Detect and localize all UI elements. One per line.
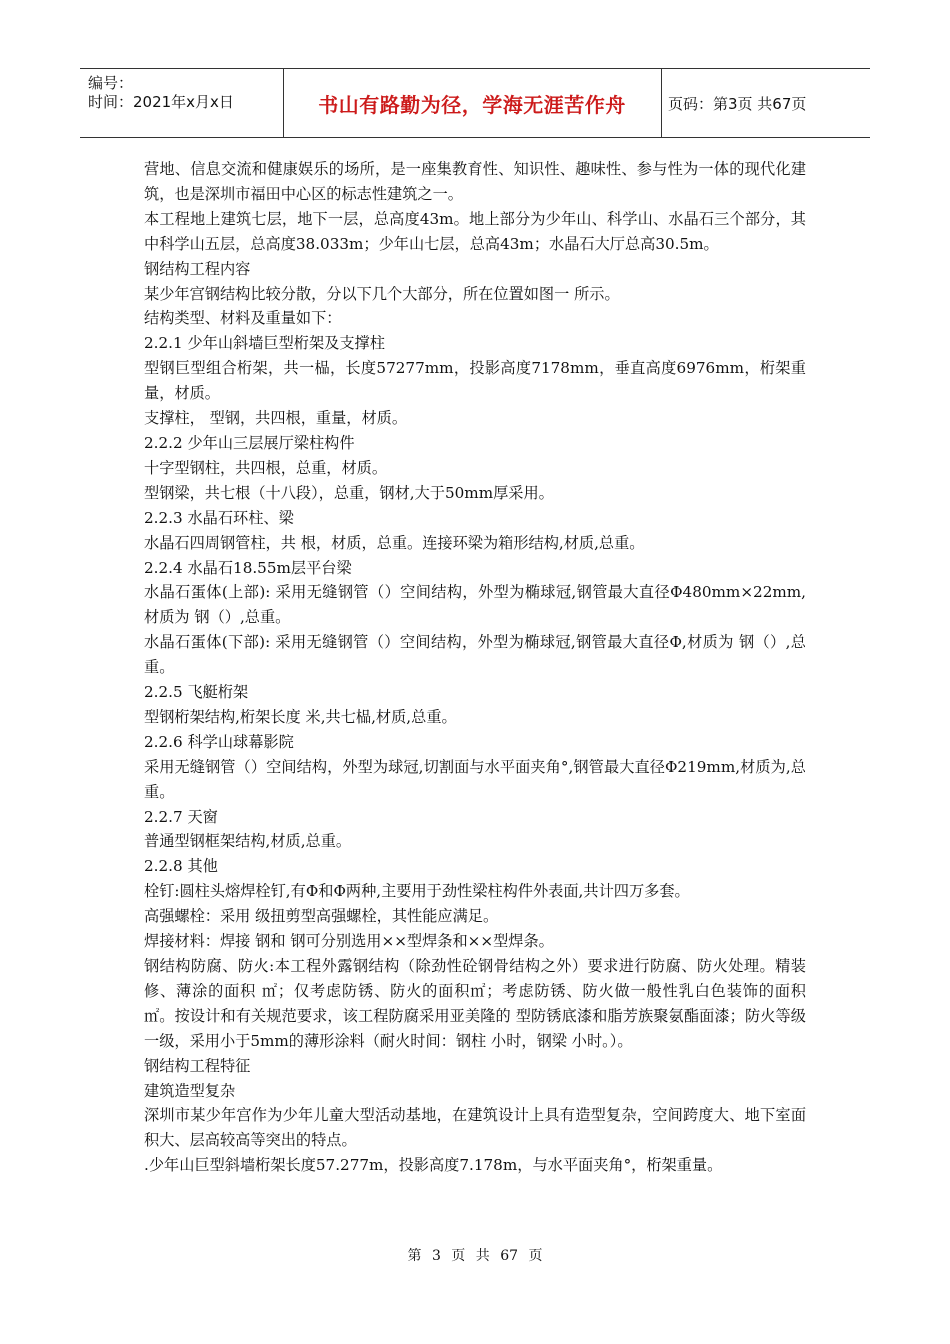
subsection-heading: 2.2.4 水晶石18.55m层平台梁 [144, 558, 352, 577]
paragraph: 十字型钢柱，共四根，总重，材质。 [144, 458, 387, 477]
subsection-heading: 2.2.1 少年山斜墙巨型桁架及支撑柱 [144, 334, 385, 353]
code-label: 编号： [88, 74, 134, 92]
header-motto: 书山有路勤为径，学海无涯苦作舟 [283, 69, 662, 137]
paragraph: 栓钉:圆柱头熔焊栓钉,有Φ和Φ两种,主要用于劲性梁柱构件外表面,共计四万多套。 [144, 882, 690, 901]
paragraph: 深圳市某少年宫作为少年儿童大型活动基地，在建筑设计上具有造型复杂，空间跨度大、地下室面积大、层高较高等突出的特点。 [144, 1106, 806, 1150]
subsection-heading: 2.2.2 少年山三层展厅梁柱构件 [144, 433, 355, 452]
paragraph: 营地、信息交流和健康娱乐的场所，是一座集教育性、知识性、趣味性、参与性为一体的现代化建筑，也是深圳市福田中心区的标志性建筑之一。 [144, 160, 806, 203]
page-footer: 第 3 页 共 67 页 [407, 1248, 543, 1264]
subsection-heading: 2.2.6 科学山球幕影院 [144, 732, 294, 751]
paragraph: 型钢桁架结构,桁架长度 米,共七榀,材质,总重。 [144, 707, 457, 726]
header-meta-cell [80, 69, 284, 137]
page-header [80, 68, 870, 138]
header-page-info: 页码：第3页 共67页 [668, 94, 807, 113]
paragraph: 支撑柱， 型钢，共四根，重量，材质。 [144, 409, 408, 428]
subsection-heading: 2.2.3 水晶石环柱、梁 [144, 508, 294, 527]
paragraph: 结构类型、材料及重量如下： [144, 309, 342, 328]
paragraph: 普通型钢框架结构,材质,总重。 [144, 832, 352, 851]
document-body [144, 157, 806, 1178]
section-heading: 钢结构工程特征 [144, 1056, 251, 1075]
paragraph: 焊接材料：焊接 钢和 钢可分别选用××型焊条和××型焊条。 [144, 932, 554, 951]
paragraph: 采用无缝钢管（）空间结构，外型为球冠,切割面与水平面夹角°,钢管最大直径Φ219mm,材质为,总重。 [144, 757, 806, 801]
paragraph: 本工程地上建筑七层，地下一层，总高度43m。地上部分为少年山、科学山、水晶石三个部分，其中科学山五层，总高度38.033m；少年山七层，总高43m；水晶石大厅总高30.5m。 [144, 209, 806, 253]
time-label: 时间：2021年x月x日 [88, 93, 234, 111]
paragraph: 高强螺栓：采用 级扭剪型高强螺栓，其性能应满足。 [144, 907, 499, 926]
subsection-heading: 2.2.8 其他 [144, 857, 218, 876]
paragraph: 水晶石四周钢管柱，共 根，材质，总重。连接环梁为箱形结构,材质,总重。 [144, 533, 645, 552]
paragraph: 型钢巨型组合桁架，共一榀，长度57277mm，投影高度7178mm，垂直高度6976mm，桁架重量，材质。 [144, 359, 806, 403]
paragraph: 建筑造型复杂 [144, 1081, 236, 1100]
paragraph: 型钢梁，共七根（十八段），总重，钢材,大于50mm厚采用。 [144, 483, 554, 502]
paragraph: 水晶石蛋体(上部): 采用无缝钢管（）空间结构，外型为椭球冠,钢管最大直径Φ480mm×22mm,材质为 钢（）,总重。 [144, 583, 806, 627]
subsection-heading: 2.2.7 天窗 [144, 807, 218, 826]
paragraph: .少年山巨型斜墙桁架长度57.277m，投影高度7.178m，与水平面夹角°，桁架重量。 [144, 1156, 723, 1175]
paragraph: 某少年宫钢结构比较分散，分以下几个大部分，所在位置如图一 所示。 [144, 284, 620, 303]
paragraph: 水晶石蛋体(下部): 采用无缝钢管（）空间结构，外型为椭球冠,钢管最大直径Φ,材质为 钢（）,总重。 [144, 633, 806, 677]
paragraph: 钢结构防腐、防火:本工程外露钢结构（除劲性砼钢骨结构之外）要求进行防腐、防火处理。精装修、薄涂的面积 ㎡；仅考虑防锈、防火的面积㎡；考虑防锈、防火做一般性乳白色装饰的面积 ㎡。按设计和有关规范要求，该工程防腐采用亚美隆的 型防锈底漆和脂芳族聚氨酯面漆；防火等级一级，采用小于5mm的薄形涂料（耐火时间：钢柱 小时，钢梁 小时。）。 [144, 957, 806, 1050]
subsection-heading: 2.2.5 飞艇桁架 [144, 683, 249, 702]
section-heading: 钢结构工程内容 [144, 259, 251, 278]
